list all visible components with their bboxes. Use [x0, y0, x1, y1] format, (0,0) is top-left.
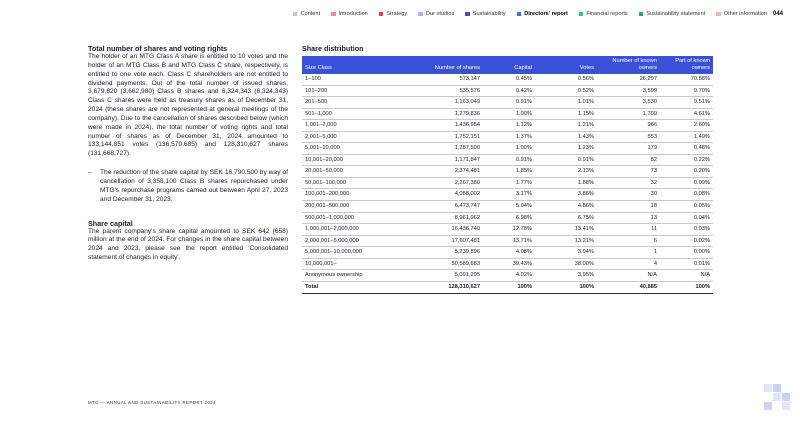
cell-number-of-shares: 5,239,896 [454, 249, 480, 256]
cell-known-owners: 4 [653, 260, 657, 267]
cell-votes: 1.01% [577, 99, 594, 106]
total-part-known-owners: 100% [695, 284, 710, 291]
total-label: Total [305, 284, 319, 291]
cell-known-owners: 82 [650, 156, 657, 163]
total-shares: 128,310,627 [448, 284, 480, 291]
nav-color-square-icon [517, 12, 522, 17]
cell-part-of-known-owners: 9.51% [693, 99, 710, 106]
cell-number-of-shares: 6,473,747 [454, 203, 480, 210]
cell-capital: 1.12% [515, 122, 532, 129]
cell-capital: 0.42% [515, 87, 532, 94]
cell-known-owners: 553 [647, 133, 657, 140]
cell-size-class: 100,001–200,000 [305, 191, 350, 198]
cell-votes: 1.43% [577, 133, 594, 140]
cell-part-of-known-owners: 2.60% [693, 122, 710, 129]
cell-size-class: 200,001–500,000 [305, 203, 350, 210]
cell-capital: 1.37% [515, 133, 532, 140]
cell-known-owners: 966 [647, 122, 657, 129]
cell-number-of-shares: 16,436,740 [451, 226, 480, 233]
table-header [302, 56, 713, 74]
cell-number-of-shares: 1,163,049 [454, 99, 480, 106]
voting-rights-paragraph: The holder of an MTG Class A share is entitled to 10 votes and the holder of an MTG Class B and MTG Class C share, respectively, is entitled to one vote each. Class C shareholders are not entitled to dividend payments. Out of the total number of issued shares, 3,679,820 (3,662,980) Class B shares and 6,324,343 (6,324,343) Class C shares were held as treasury shares as of December 31, 2024 (these shares are not represented at general meetings of the company). Due to the cancellation of shares described below (which were made in 2024), the total number of voting rights and total number of shares as of December 31, 2024 amounted to 133,144,851 votes (136,579,685) and 128,310,627 shares (131,668,727). [88, 53, 288, 158]
table-total-row [302, 282, 713, 294]
nav-item-label: Content [300, 11, 321, 17]
cell-capital: 0.45% [515, 76, 532, 83]
table-row [302, 143, 713, 155]
header-part-of-known-owners: Part of known owners [675, 58, 710, 71]
cell-size-class: 5,001–10,000 [305, 145, 340, 152]
cell-votes: 6.75% [577, 214, 594, 221]
table-row [302, 178, 713, 190]
cell-part-of-known-owners: 0.00% [693, 249, 710, 256]
header-votes: Votes [579, 64, 594, 71]
cell-size-class: 1,001–2,000 [305, 122, 337, 129]
nav-item-content[interactable] [293, 11, 320, 17]
cell-capital: 6.98% [515, 214, 532, 221]
cell-capital: 5.04% [515, 203, 532, 210]
cell-number-of-shares: 17,607,481 [451, 237, 480, 244]
cell-size-class: 2,000,001–5,000,000 [305, 237, 359, 244]
table-row [302, 109, 713, 121]
cell-size-class: 10,000,001– [305, 260, 337, 267]
cell-votes: 4.86% [577, 203, 594, 210]
share-distribution-table [302, 56, 713, 294]
cell-size-class: 5,000,001–10,000,000 [305, 249, 362, 256]
cell-part-of-known-owners: 9.70% [693, 87, 710, 94]
cell-number-of-shares: 1,436,954 [454, 122, 480, 129]
bullet-dash: – [88, 169, 92, 177]
cell-known-owners: 30 [650, 191, 657, 198]
cell-capital: 1.00% [515, 110, 532, 117]
cell-number-of-shares: 2,374,481 [454, 168, 480, 175]
cell-size-class: 10,001–20,000 [305, 156, 343, 163]
cell-part-of-known-owners: N/A [700, 272, 710, 279]
table-row [302, 189, 713, 201]
nav-item-introduction[interactable] [331, 11, 368, 17]
table-row [302, 213, 713, 225]
table-row [302, 166, 713, 178]
nav-color-square-icon [465, 12, 470, 17]
cell-known-owners: 26,297 [639, 76, 657, 83]
table-row [302, 120, 713, 132]
cell-votes: 0.91% [577, 156, 594, 163]
table-row [302, 132, 713, 144]
total-known-owners: 40,885 [639, 284, 657, 291]
nav-item-label: Directors' report [524, 11, 568, 17]
mtg-logo-icon [764, 384, 790, 410]
cell-number-of-shares: 535,576 [459, 87, 480, 94]
cell-capital: 0.91% [515, 99, 532, 106]
cell-known-owners: 1 [653, 249, 657, 256]
cell-number-of-shares: 2,267,380 [454, 179, 480, 186]
top-navigation [282, 9, 783, 19]
cell-part-of-known-owners: 1.49% [693, 133, 710, 140]
voting-rights-heading: Total number of shares and voting rights [88, 44, 228, 53]
table-row [302, 236, 713, 248]
header-number-of-shares: Number of shares [434, 64, 480, 71]
cell-capital: 1.77% [515, 179, 532, 186]
table-row [302, 259, 713, 271]
nav-item-our-studios[interactable] [418, 11, 454, 17]
cell-votes: 3.95% [577, 272, 594, 279]
cell-number-of-shares: 573,147 [459, 76, 480, 83]
cell-capital: 13.71% [512, 237, 532, 244]
nav-color-square-icon [716, 12, 721, 17]
cell-capital: 4.08% [515, 249, 532, 256]
cell-part-of-known-owners: 0.09% [693, 179, 710, 186]
cell-known-owners: 1,709 [642, 110, 657, 117]
cell-number-of-shares: 5,091,205 [454, 272, 480, 279]
table-row [302, 74, 713, 86]
nav-item-other-information[interactable] [716, 11, 767, 17]
cell-size-class: Anonymous ownership [305, 272, 363, 279]
table-row [302, 86, 713, 98]
page-number: 044 [772, 11, 783, 17]
nav-item-sustainability[interactable] [465, 11, 505, 17]
cell-size-class: 50,001–100,000 [305, 179, 347, 186]
cell-capital: 3.17% [515, 191, 532, 198]
cell-votes: 1.23% [577, 145, 594, 152]
cell-votes: 3.86% [577, 191, 594, 198]
cell-number-of-shares: 1,279,836 [454, 110, 480, 117]
cell-known-owners: 18 [650, 203, 657, 210]
cell-votes: 38.00% [574, 260, 594, 267]
cell-part-of-known-owners: 4.61% [693, 110, 710, 117]
cell-known-owners: 11 [651, 226, 657, 233]
nav-color-square-icon [293, 12, 298, 17]
cell-votes: 13.21% [574, 237, 594, 244]
cell-size-class: 501–1,000 [305, 110, 332, 117]
nav-color-square-icon [379, 12, 384, 17]
cell-capital: 4.02% [515, 272, 532, 279]
cell-size-class: 500,001–1,000,000 [305, 214, 355, 221]
nav-color-square-icon [579, 12, 584, 17]
cell-part-of-known-owners: 70.88% [690, 76, 710, 83]
cell-votes: 3.94% [577, 249, 594, 256]
header-known-owners: Number of known owners [612, 58, 657, 71]
cell-number-of-shares: 1,171,847 [454, 156, 480, 163]
cell-part-of-known-owners: 0.22% [693, 156, 710, 163]
cell-number-of-shares: 1,287,500 [454, 145, 480, 152]
cell-known-owners: 73 [650, 168, 657, 175]
cell-size-class: 101–200 [305, 87, 328, 94]
cell-part-of-known-owners: 0.02% [693, 237, 710, 244]
cell-capital: 1.00% [515, 145, 532, 152]
cell-capital: 12.78% [512, 226, 532, 233]
table-row [302, 224, 713, 236]
cell-votes: 1.88% [577, 179, 594, 186]
total-votes: 100% [579, 284, 594, 291]
share-reduction-text: The reduction of the share capital by SEK 16,790,500 by way of cancellation of 3,358,100 Class B shares repurchased under MTG's repurchase programs carried out between April 27, 2023 and December 31, 2023. [100, 169, 288, 203]
cell-votes: 0.56% [577, 76, 594, 83]
nav-item-label: Strategy [386, 11, 408, 17]
cell-known-owners: 13 [650, 214, 657, 221]
cell-part-of-known-owners: 0.08% [693, 191, 710, 198]
nav-item-financial-reports[interactable] [579, 11, 628, 17]
cell-known-owners: 6 [653, 237, 657, 244]
nav-color-square-icon [418, 12, 423, 17]
nav-item-label: Other information [723, 11, 767, 17]
cell-votes: 1.15% [577, 110, 594, 117]
table-row [302, 247, 713, 259]
cell-known-owners: N/A [647, 272, 657, 279]
nav-item-label: Introduction [338, 11, 368, 17]
cell-number-of-shares: 50,589,683 [451, 260, 480, 267]
header-capital: Capital [514, 64, 532, 71]
cell-part-of-known-owners: 0.05% [693, 203, 710, 210]
cell-part-of-known-owners: 0.48% [693, 145, 710, 152]
cell-size-class: 2,001–5,000 [305, 133, 337, 140]
cell-size-class: 20,001–50,000 [305, 168, 343, 175]
total-capital: 100% [517, 284, 532, 291]
share-capital-paragraph: The parent company's share capital amounted to SEK 642 (658) million at the end of 2024. For changes in the share capital between 2024 and 2023, please see the report entitled 'Consolidated statement of changes in equity'. [88, 227, 288, 262]
cell-part-of-known-owners: 0.04% [693, 214, 710, 221]
cell-capital: 1.85% [515, 168, 532, 175]
cell-known-owners: 179 [647, 145, 657, 152]
nav-item-label: Sustainability [472, 11, 506, 17]
table-row [302, 155, 713, 167]
nav-color-square-icon [331, 12, 336, 17]
nav-item-label: Our studios [425, 11, 455, 17]
table-row [302, 201, 713, 213]
cell-part-of-known-owners: 0.01% [693, 260, 710, 267]
cell-number-of-shares: 4,068,002 [454, 191, 480, 198]
cell-size-class: 1–100 [305, 76, 321, 83]
cell-known-owners: 3,599 [642, 87, 657, 94]
cell-known-owners: 3,530 [642, 99, 657, 106]
header-size-class: Size Class [305, 64, 332, 71]
cell-known-owners: 32 [650, 179, 657, 186]
table-row [302, 270, 713, 282]
nav-color-square-icon [639, 12, 644, 17]
left-text-column [88, 44, 288, 263]
cell-votes: 2.13% [577, 168, 594, 175]
cell-capital: 39.43% [512, 260, 532, 267]
nav-item-label: Financial reports [586, 11, 628, 17]
cell-part-of-known-owners: 0.20% [693, 168, 710, 175]
cell-votes: 1.21% [577, 122, 594, 129]
share-reduction-bullet [88, 169, 288, 204]
cell-votes: 0.52% [577, 87, 594, 94]
footer-text: MTG — ANNUAL AND SUSTAINABILITY REPORT 2024 [88, 400, 216, 405]
nav-item-label: Sustainability statement [646, 11, 706, 17]
cell-votes: 13.41% [574, 226, 594, 233]
cell-size-class: 201–500 [305, 99, 328, 106]
nav-item-sustainability-statement[interactable] [639, 11, 706, 17]
cell-number-of-shares: 8,961,962 [454, 214, 480, 221]
table-title: Share distribution [302, 44, 364, 53]
nav-item-directors-report[interactable] [517, 11, 568, 17]
cell-size-class: 1,000,001–2,000,000 [305, 226, 359, 233]
cell-part-of-known-owners: 0.03% [693, 226, 710, 233]
cell-number-of-shares: 1,752,151 [454, 133, 480, 140]
table-row [302, 97, 713, 109]
nav-item-strategy[interactable] [379, 11, 407, 17]
table-body [302, 74, 713, 282]
cell-capital: 0.91% [515, 156, 532, 163]
share-capital-heading: Share capital [88, 218, 133, 228]
